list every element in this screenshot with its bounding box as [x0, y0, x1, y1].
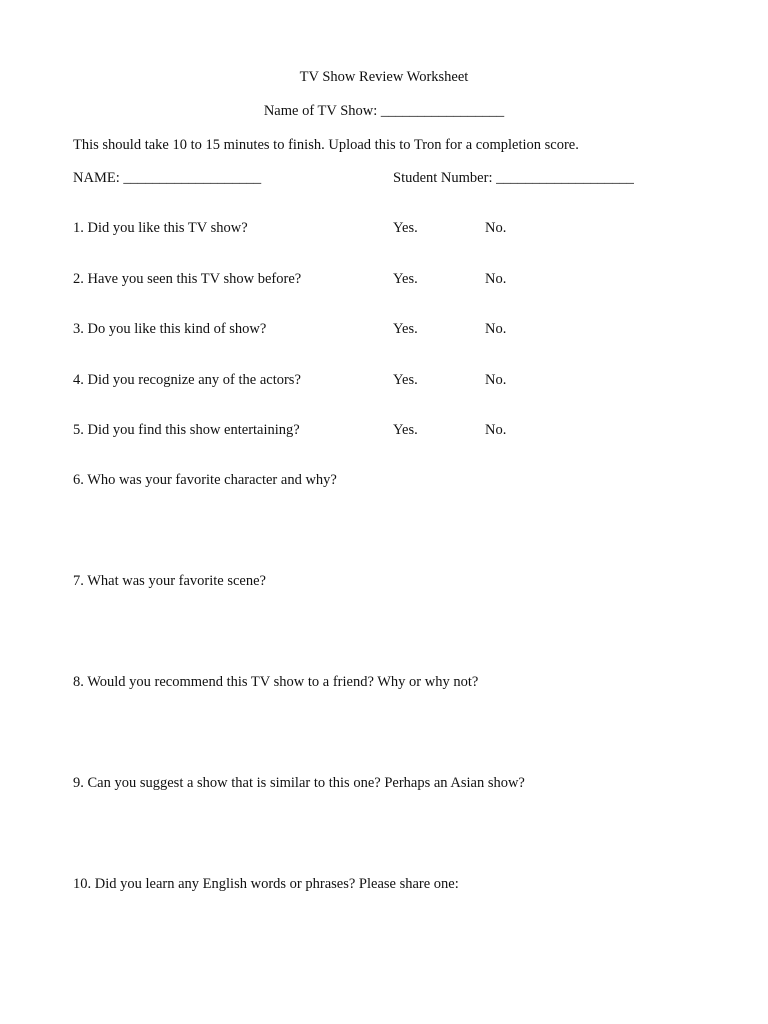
- no-option: No.: [485, 422, 507, 438]
- yes-option: Yes.: [393, 372, 418, 388]
- yes-option: Yes.: [393, 321, 418, 337]
- open-question: 8. Would you recommend this TV show to a friend? Why or why not?: [73, 674, 479, 690]
- no-option: No.: [485, 321, 507, 337]
- tv-show-name-field: Name of TV Show: _________________: [263, 103, 505, 119]
- open-question: 6. Who was your favorite character and why?: [73, 472, 337, 488]
- yes-option: Yes.: [393, 220, 418, 236]
- student-name-field: NAME: ___________________: [73, 170, 262, 186]
- open-question: 9. Can you suggest a show that is similar to this one? Perhaps an Asian show?: [73, 775, 525, 791]
- yes-option: Yes.: [393, 271, 418, 287]
- question-text: 3. Do you like this kind of show?: [73, 321, 267, 337]
- question-text: 4. Did you recognize any of the actors?: [73, 372, 301, 388]
- no-option: No.: [485, 372, 507, 388]
- open-question: 7. What was your favorite scene?: [73, 573, 266, 589]
- open-question: 10. Did you learn any English words or phrases? Please share one:: [73, 876, 459, 892]
- no-option: No.: [485, 220, 507, 236]
- question-text: 1. Did you like this TV show?: [73, 220, 248, 236]
- question-text: 2. Have you seen this TV show before?: [73, 271, 302, 287]
- question-text: 5. Did you find this show entertaining?: [73, 422, 300, 438]
- student-number-field: Student Number: ___________________: [393, 170, 634, 186]
- no-option: No.: [485, 271, 507, 287]
- instructions: This should take 10 to 15 minutes to finish. Upload this to Tron for a completion score.: [73, 137, 579, 153]
- page-title: TV Show Review Worksheet: [299, 69, 469, 85]
- yes-option: Yes.: [393, 422, 418, 438]
